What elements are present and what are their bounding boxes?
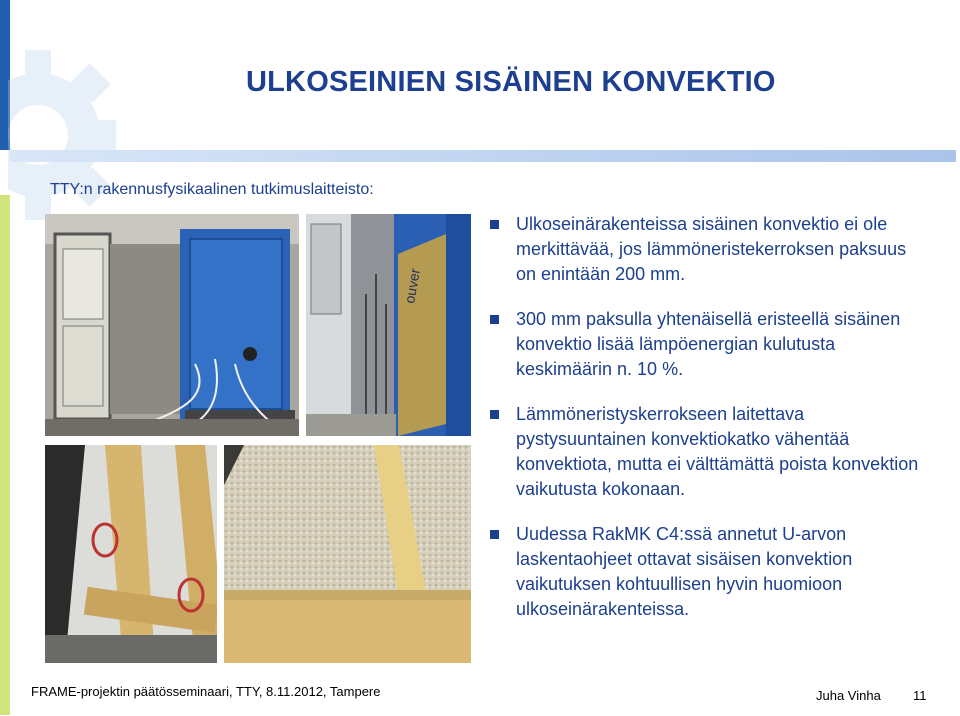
bullet-item bbox=[490, 212, 930, 287]
bullet-item bbox=[490, 307, 930, 382]
footer-author: Juha Vinha bbox=[816, 688, 881, 703]
page-number: 11 bbox=[913, 688, 927, 703]
slide-title: ULKOSEINIEN SISÄINEN KONVEKTIO bbox=[246, 66, 776, 98]
photo-wall-frame bbox=[45, 445, 217, 663]
bullet-item bbox=[490, 402, 930, 502]
slide-subtitle: TTY:n rakennusfysikaalinen tutkimuslaitteisto: bbox=[50, 181, 374, 198]
bullet-item bbox=[490, 522, 930, 622]
bullet-square-icon bbox=[490, 410, 499, 419]
footer-event: FRAME-projektin päätösseminaari, TTY, 8.11.2012, Tampere bbox=[31, 684, 381, 699]
bullet-text: 300 mm paksulla yhtenäisellä eristeellä sisäinen konvektio lisää lämpöenergian kulutusta keskimäärin n. 10 %. bbox=[516, 309, 901, 379]
left-accent-bar-green bbox=[0, 195, 10, 715]
bullet-list bbox=[490, 212, 930, 642]
gear-decoration-icon bbox=[8, 40, 118, 230]
photo-insulation-closeup bbox=[224, 445, 471, 663]
bullet-square-icon bbox=[490, 220, 499, 229]
bullet-text: Uudessa RakMK C4:ssä annetut U-arvon laskentaohjeet ottavat sisäisen konvektion vaikutuksen kohtuullisen hyvin huomioon ulkoseinärakenteissa. bbox=[516, 524, 853, 619]
bullet-text: Lämmöneristyskerrokseen laitettava pystysuuntainen konvektiokatko vähentää konvektiota, mutta ei välttämättä poista konvektion vaikutusta kokonaan. bbox=[516, 404, 919, 499]
header-band bbox=[10, 150, 956, 162]
photo-apparatus-side bbox=[306, 214, 471, 436]
bullet-text: Ulkoseinärakenteissa sisäinen konvektio ei ole merkittävää, jos lämmöneristekerroksen paksuus on enintään 200 mm. bbox=[516, 214, 907, 284]
svg-text:ouver: ouver bbox=[401, 267, 424, 305]
bullet-square-icon bbox=[490, 530, 499, 539]
bullet-square-icon bbox=[490, 315, 499, 324]
photo-test-apparatus bbox=[45, 214, 299, 436]
